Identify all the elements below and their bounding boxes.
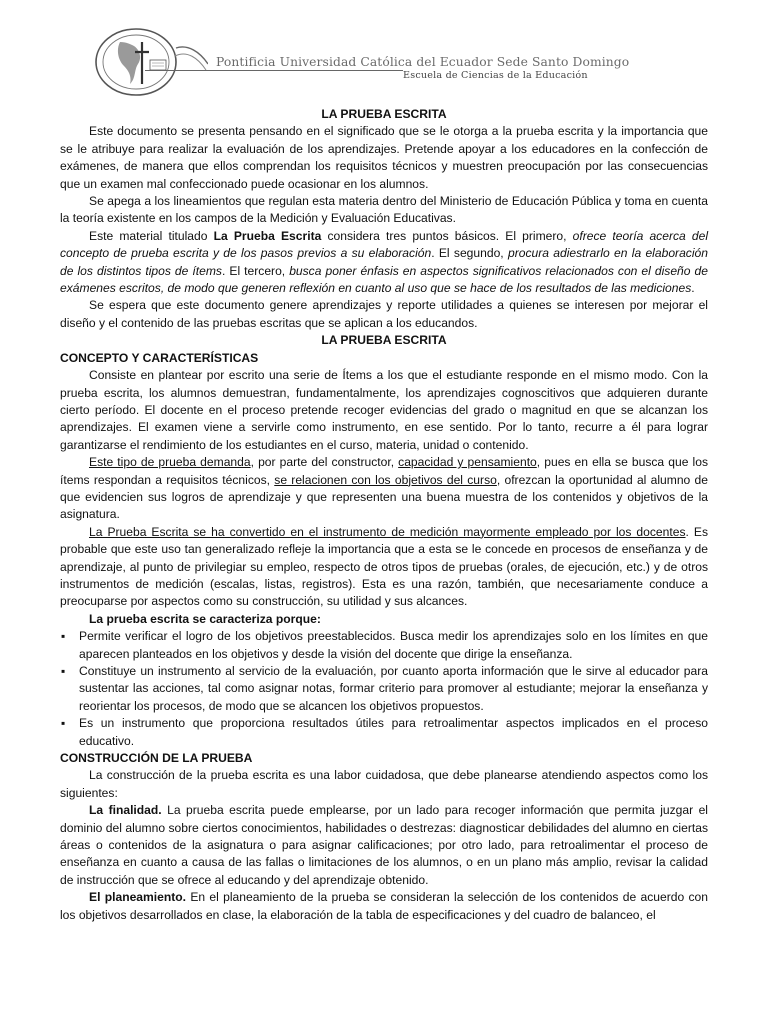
list-item: ▪ Constituye un instrumento al servicio de la evaluación, por cuanto aporta información que le sirve al educador para sustentar las acciones, tal como asignar notas, formar criterio para promover al estudiante; mejorar la enseñanza y reorientar los procesos, de modo que se alcancen los objetivos propuestos. bbox=[60, 663, 708, 715]
list-intro: La prueba escrita se caracteriza porque: bbox=[89, 611, 321, 626]
school-name: Escuela de Ciencias de la Educación bbox=[403, 70, 588, 81]
university-name: Pontificia Universidad Católica del Ecuador Sede Santo Domingo bbox=[216, 55, 630, 69]
paragraph: Consiste en plantear por escrito una serie de Ítems a los que el estudiante responde en el mismo modo. Con la prueba escrita, los alumnos demuestran, fundamentalmente, los aprendizajes cognoscitivos que adquieren durante cierto período. El docente en el proceso pretende recoger evidencias del grado o magnitud en que se alcanzan los aprendizajes. El examen viene a servirle como instrumento, en ese sentido. Por lo tanto, recurre a él para lograr garantizarse el rendimiento de los estudiantes en el curso, materia, unidad o contenido. bbox=[60, 368, 708, 452]
header-rule bbox=[145, 70, 403, 71]
paragraph: La finalidad. La prueba escrita puede emplearse, por un lado para recoger información que permita juzgar el dominio del alumno sobre ciertos conocimientos, habilidades o destrezas: diagnosticar debilidades del alumno en ciertas áreas o contenidos de la asignatura o para asignar calificaciones; por otro lado, para retroalimentar el proceso de enseñanza en cuanto a causa de las fallas o limitaciones de los alumnos, o en un plano más amplio, revisar la calidad de instrucción que se ofrece al educando y del aprendizaje obtenido. bbox=[60, 803, 708, 887]
paragraph: El planeamiento. En el planeamiento de la prueba se consideran la selección de los contenidos de acuerdo con los objetivos desarrollados en clase, la elaboración de la tabla de especificaciones y del cuadro de balanceo, el bbox=[60, 890, 708, 922]
bullet-list bbox=[60, 628, 708, 750]
paragraph: La construcción de la prueba escrita es una labor cuidadosa, que debe planearse atendiendo aspectos como los siguientes: bbox=[60, 768, 708, 800]
section-heading: CONCEPTO Y CARACTERÍSTICAS bbox=[60, 350, 259, 365]
paragraph: Se apega a los lineamientos que regulan esta materia dentro del Ministerio de Educación Pública y toma en cuenta la teoría existente en los campos de la Medición y Evaluación Educativas. bbox=[60, 194, 708, 226]
document-title: LA PRUEBA ESCRITA bbox=[321, 107, 447, 121]
paragraph: Este documento se presenta pensando en el significado que se le otorga a la prueba escrita y la importancia que se le atribuye para realizar la evaluación de los aprendizajes. Pretende apoyar a los educadores en la confección de exámenes, de manera que ellos comprendan los requisitos técnicos y muestren preocupación por las consecuencias que un examen mal confeccionado puede ocasionar en los alumnos. bbox=[60, 124, 708, 191]
paragraph: Este material titulado La Prueba Escrita considera tres puntos básicos. El primero, ofrece teoría acerca del concepto de prueba escrita y de los pasos previos a su elaboración. El segundo, procura adiestrarlo en la elaboración de los distintos tipos de ítems. El tercero, busca poner énfasis en aspectos significativos relacionados con el diseño de exámenes escritos, de modo que generen reflexión en cuanto al uso que se hace de los resultados de las mediciones. bbox=[60, 228, 709, 296]
paragraph: La Prueba Escrita se ha convertido en el instrumento de medición mayormente empleado por los docentes. Es probable que este uso tan generalizado refleje la importancia que a esta se le concede en procesos de enseñanza y de aprendizaje, al punto de privilegiar su empleo, respecto de otros tipos de pruebas (orales, de ejecución, etc.) y de otros instrumentos de medición (escalas, listas, registros). Esta es una razón, también, que necesariamente conduce a preocuparse por aspectos como su construcción, su utilidad y sus alcances. bbox=[60, 524, 708, 609]
section-title: LA PRUEBA ESCRITA bbox=[321, 333, 447, 348]
document-body bbox=[60, 106, 708, 924]
letterhead bbox=[0, 0, 768, 100]
list-item: ▪ Es un instrumento que proporciona resultados útiles para retroalimentar aspectos implicados en el proceso educativo. bbox=[60, 715, 708, 750]
section-heading: CONSTRUCCIÓN DE LA PRUEBA bbox=[60, 751, 253, 766]
paragraph: Se espera que este documento genere aprendizajes y reporte utilidades a quienes se interesen por mejorar el diseño y el contenido de las pruebas escritas que se aplican a los educandos. bbox=[60, 298, 708, 330]
university-seal-logo bbox=[92, 20, 208, 96]
list-item: ▪ Permite verificar el logro de los objetivos preestablecidos. Busca medir los aprendizajes solo en los límites en que aparecen planteados en los objetivos y desde la visión del docente que dirige la enseñanza. bbox=[60, 628, 708, 663]
paragraph: Este tipo de prueba demanda, por parte del constructor, capacidad y pensamiento, pues en ella se busca que los ítems respondan a requisitos técnicos, se relacionen con los objetivos del curso, ofrezcan la oportunidad al alumno de que evidencien sus logros de aprendizaje y que representen una buena muestra de los contenidos y objetivos de la asignatura. bbox=[60, 455, 709, 522]
